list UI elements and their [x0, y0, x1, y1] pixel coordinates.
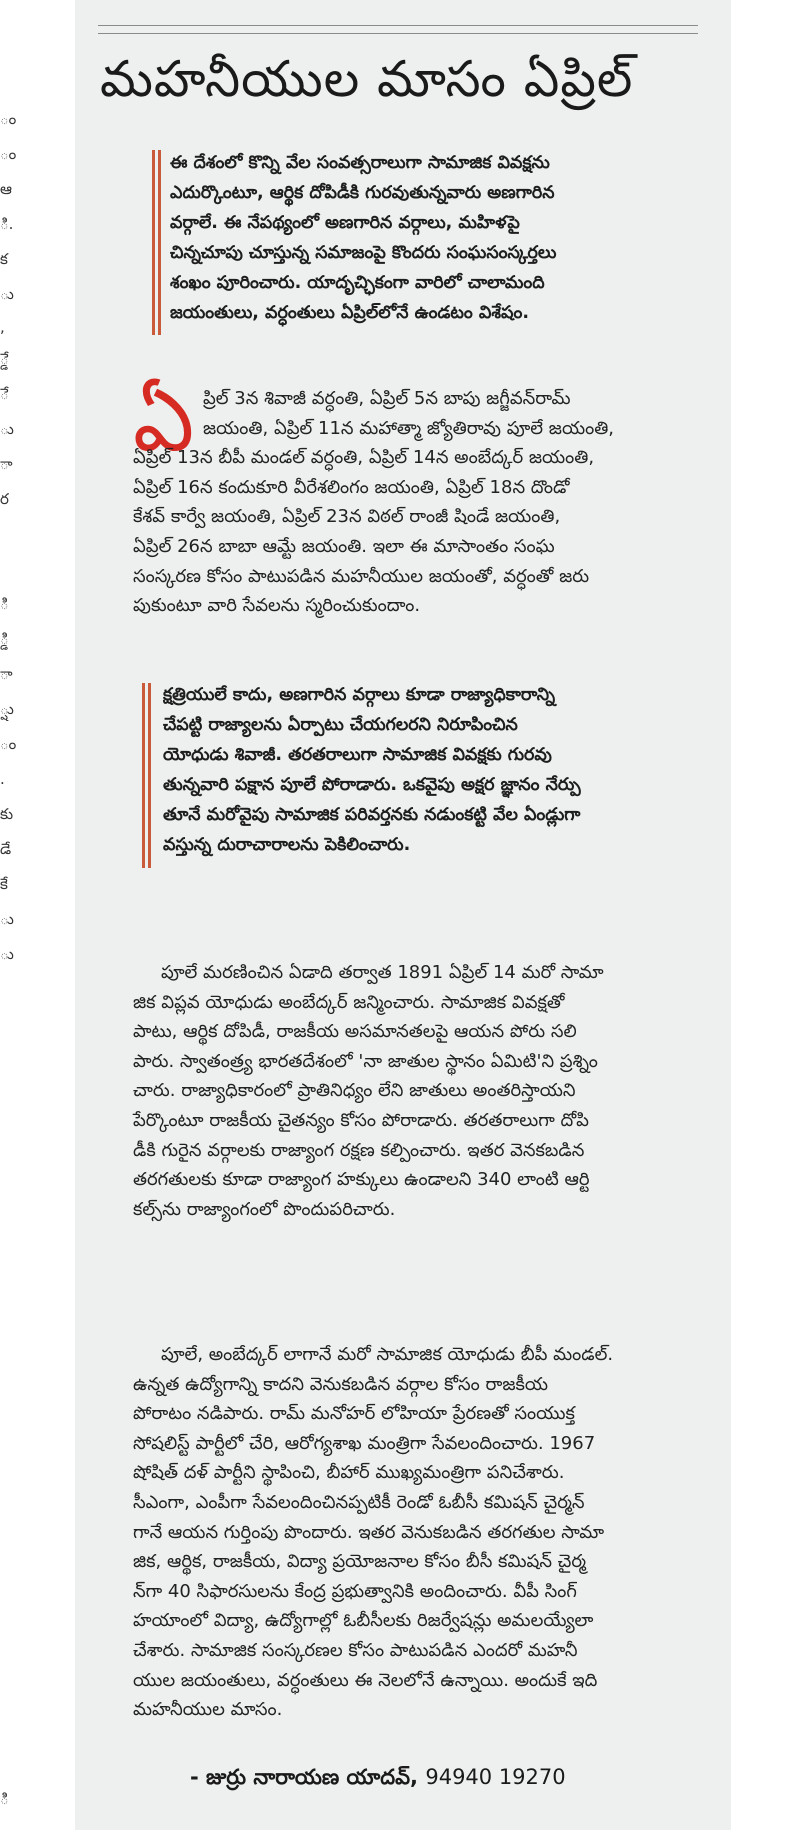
- paragraph-3: [133, 1340, 613, 1725]
- left-fragment: ు: [0, 910, 14, 928]
- pull-quote-line: వస్తున్న దురాచారాలను పెకిలించారు.: [163, 835, 411, 855]
- left-fragment: ం: [0, 735, 17, 753]
- pull-quote-line: చేపట్టి రాజ్యాలను ఏర్పాటు చేయగలరని నిరూపించిన: [163, 715, 518, 735]
- paragraph-line: పారు. స్వాతంత్ర్య భారతదేశంలో 'నా జాతుల స్థానం ఏమిటి'ని ప్రశ్నిం: [133, 1050, 598, 1072]
- paragraph-line: జిక, ఆర్థిక, రాజకీయ, విద్యా ప్రయోజనాల కోసం బీసీ కమిషన్ చైర్మ: [133, 1551, 587, 1573]
- intro-quote-bar: [152, 150, 155, 335]
- pull-quote-line: క్షత్రియులే కాదు, అణగారిన వర్గాలు కూడా రాజ్యాధికారాన్ని: [163, 685, 556, 705]
- intro-quote-line: శంఖం పూరించారు. యాదృచ్ఛికంగా వారిలో చాలామంది: [170, 273, 545, 293]
- left-fragment: ి.: [0, 215, 14, 233]
- author-name: - జుర్రు నారాయణ యాదవ్,: [190, 1765, 419, 1789]
- paragraph-line: సంస్కరణ కోసం పాటుపడిన మహనీయుల జయంతో, వర్ధంతో జరు: [133, 565, 590, 587]
- pull-quote: [163, 680, 581, 860]
- paragraph-line: ఉన్నత ఉద్యోగాన్ని కాదని వెనుకబడిన వర్గాల కోసం రాజకీయ: [133, 1373, 549, 1395]
- intro-quote: [170, 148, 556, 328]
- paragraph-line: ఏప్రిల్ 26న బాబా ఆమ్టే జయంతి. ఇలా ఈ మాసాంతం సంఘ: [133, 535, 555, 557]
- pull-quote-line: తున్నవారి పక్షాన పూలే పోరాడారు. ఒకవైపు అక్షర జ్ఞానం నేర్పు: [163, 775, 581, 795]
- top-rule: [98, 25, 698, 26]
- paragraph-line: జయంతి, ఏప్రిల్ 11న మహాత్మా జ్యోతిరావు పూలే జయంతి,: [203, 417, 615, 439]
- paragraph-line: హయాంలో విద్యా, ఉద్యోగాల్లో ఓబీసీలకు రిజర్వేషన్లు అమలయ్యేలా: [133, 1610, 594, 1632]
- paragraph-line: షోషిత్ దళ్ పార్టీని స్థాపించి, బీహార్ ముఖ్యమంత్రిగా పనిచేశారు.: [133, 1462, 565, 1484]
- left-fragment: ి: [0, 1790, 9, 1808]
- intro-quote-line: ఎదుర్కొంటూ, ఆర్థిక దోపిడీకి గురవుతున్నవారు అణగారిన: [170, 183, 555, 203]
- left-fragment: క: [0, 250, 8, 268]
- headline: మహనీయుల మాసం ఏప్రిల్: [100, 50, 634, 108]
- paragraph-line: చేశారు. సామాజిక సంస్కరణల కోసం పాటుపడిన ఎందరో మహనీ: [133, 1639, 578, 1661]
- paragraph-line: మహనీయుల మాసం.: [133, 1699, 283, 1721]
- paragraph-line: సోషలిస్ట్ పార్టీలో చేరి, ఆరోగ్యశాఖ మంత్రిగా సేవలందించారు. 1967: [133, 1432, 596, 1454]
- paragraph-line: గానే ఆయన గుర్తింపు పొందారు. ఇతర వెనుకబడిన తరగతుల సామా: [133, 1521, 605, 1543]
- top-rule-2: [98, 33, 698, 34]
- paragraph-line: పూలే మరణించిన ఏడాది తర్వాత 1891 ఏప్రిల్ 14 మరో సామా: [161, 962, 604, 983]
- pull-quote-bar: [142, 683, 145, 868]
- left-fragment: ్డే: [0, 350, 9, 368]
- paragraph-line: యుల జయంతులు, వర్ధంతులు ఈ నెలలోనే ఉన్నాయి. అందుకే ఇది: [133, 1669, 598, 1691]
- paragraph-line: డీకి గురైన వర్గాలకు రాజ్యాంగ రక్షణ కల్పించారు. ఇతర వెనకబడిన: [133, 1139, 585, 1161]
- left-fragment: ే: [0, 385, 9, 403]
- author-phone: 94940 19270: [425, 1765, 566, 1789]
- left-fragment: ా: [0, 665, 13, 683]
- left-fragment: ం: [0, 145, 17, 163]
- intro-quote-line: వర్గాలే. ఈ నేపథ్యంలో అణగారిన వర్గాలు, మహిళపై: [170, 213, 520, 233]
- paragraph-line: కేశవ్ కార్వే జయంతి, ఏప్రిల్ 23న విఠల్ రాంజీ షిండే జయంతి,: [133, 506, 561, 528]
- left-fragment: కు: [0, 805, 14, 823]
- paragraph-line: ఏప్రిల్ 13న బీపీ మండల్ వర్ధంతి, ఏప్రిల్ 14న అంబేద్కర్ జయంతి,: [133, 447, 595, 469]
- paragraph-line: తరగతులకు కూడా రాజ్యాంగ హక్కులు ఉండాలని 340 లాంటి ఆర్టి: [133, 1169, 590, 1191]
- left-column-fragments: [0, 0, 42, 1848]
- paragraph-line: పుకుంటూ వారి సేవలను స్మరించుకుందాం.: [133, 595, 421, 617]
- intro-quote-bar-2: [158, 150, 161, 335]
- paragraph-line: చారు. రాజ్యాధికారంలో ప్రాతినిధ్యం లేని జాతులు అంతరిస్తాయని: [133, 1080, 576, 1102]
- paragraph-line: న్‌గా 40 సిఫారసులను కేంద్ర ప్రభుత్వానికి అందించారు. వీపీ సింగ్: [133, 1580, 577, 1602]
- paragraph-line: పాటు, ఆర్థిక దోపిడీ, రాజకీయ అసమానతలపై ఆయన పోరు సలి: [133, 1021, 577, 1043]
- intro-quote-line: జయంతులు, వర్ధంతులు ఏప్రిల్‌లోనే ఉండటం విశేషం.: [170, 303, 529, 323]
- intro-quote-line: ఈ దేశంలో కొన్ని వేల సంవత్సరాలుగా సామాజిక వివక్షను: [170, 153, 550, 173]
- paragraph-line: ఏప్రిల్ 16న కందుకూరి వీరేశలింగం జయంతి, ఏప్రిల్ 18న దొండో: [133, 476, 570, 498]
- paragraph-line: సీఎంగా, ఎంపీగా సేవలందించినప్పటికీ రెండో ఓబీసీ కమిషన్ చైర్మన్: [133, 1491, 585, 1513]
- paragraph-line: ప్రిల్ 3న శివాజీ వర్ధంతి, ఏప్రిల్ 5న బాపు జగ్జీవన్‌రామ్: [203, 388, 571, 409]
- left-fragment: ు: [0, 285, 14, 303]
- left-fragment: ి: [0, 595, 9, 613]
- pull-quote-bar-2: [148, 683, 151, 868]
- intro-quote-line: చిన్నచూపు చూస్తున్న సమాజంపై కొందరు సంఘసంస్కర్తలు: [170, 243, 557, 263]
- paragraph-line: జిక విప్లవ యోధుడు అంబేద్కర్ జన్మించారు. సామాజిక వివక్షతో: [133, 991, 565, 1013]
- left-fragment: డే: [0, 840, 12, 858]
- left-fragment: కే: [0, 875, 8, 893]
- left-fragment: ,: [0, 318, 5, 336]
- left-fragment: ర: [0, 490, 9, 508]
- left-fragment: .: [0, 770, 5, 788]
- pull-quote-line: యోధుడు శివాజీ. తరతరాలుగా సామాజిక వివక్షకు గురవు: [163, 745, 552, 765]
- pull-quote-line: తూనే మరోవైపు సామాజిక పరివర్తనకు నడుంకట్టి వేల ఏండ్లుగా: [163, 805, 581, 825]
- left-fragment: ు: [0, 420, 14, 438]
- left-fragment: ్డి: [0, 630, 9, 648]
- paragraph-line: కల్స్‌ను రాజ్యాంగంలో పొందుపరిచారు.: [133, 1198, 396, 1220]
- dropcap: ఏ: [133, 371, 195, 471]
- paragraph-line: పూలే, అంబేద్కర్ లాగానే మరో సామాజిక యోధుడు బీపీ మండల్.: [161, 1344, 614, 1365]
- paragraph-1: [133, 384, 614, 621]
- left-fragment: ం: [0, 110, 17, 128]
- paragraph-2: [133, 958, 604, 1224]
- left-fragment: ఆ: [0, 180, 12, 198]
- paragraph-line: పోరాటం నడిపారు. రామ్ మనోహర్ లోహియా ప్రేరణతో సంయుక్త: [133, 1403, 575, 1425]
- paragraph-line: పేర్కొంటూ రాజకీయ చైతన్యం కోసం పోరాడారు. తరతరాలుగా దోపి: [133, 1109, 589, 1131]
- left-fragment: ్షు: [0, 700, 14, 718]
- left-fragment: ు: [0, 945, 14, 963]
- author-signature: [190, 1765, 566, 1795]
- left-fragment: ా: [0, 455, 13, 473]
